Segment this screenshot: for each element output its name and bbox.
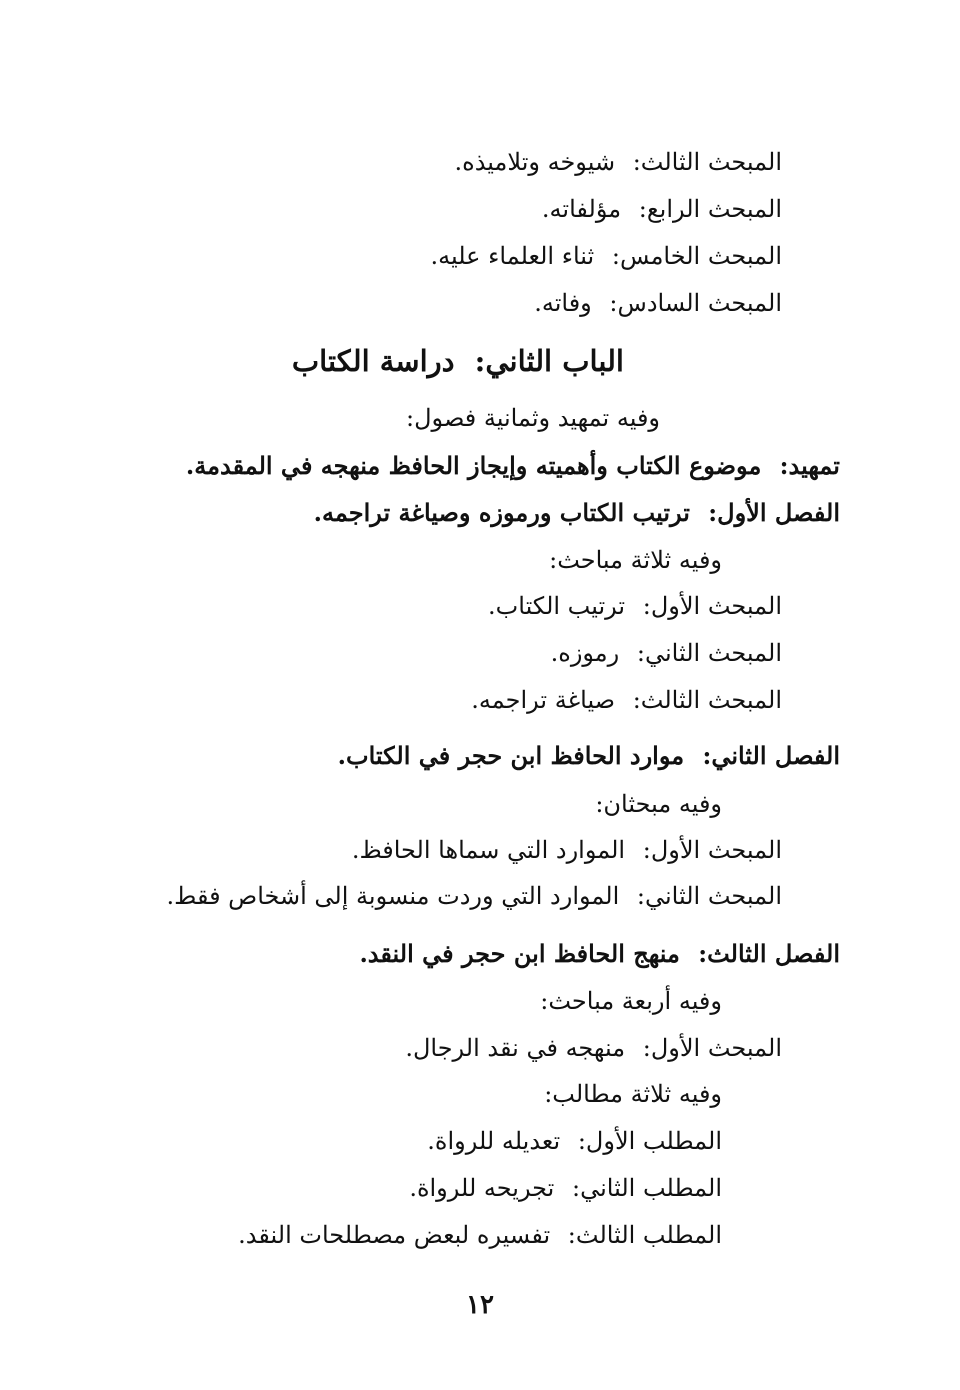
part-label: الباب الثاني xyxy=(485,344,624,378)
toc-text: رموزه. xyxy=(550,639,620,667)
toc-text: ترتيب الكتاب. xyxy=(488,592,626,620)
toc-text: ثناء العلماء عليه. xyxy=(430,242,595,270)
toc-label: المبحث الأول xyxy=(650,592,782,620)
toc-label: المبحث الرابع xyxy=(646,195,782,223)
toc-text: منهجه في نقد الرجال. xyxy=(405,1034,626,1062)
toc-text: مؤلفاته. xyxy=(541,195,622,223)
toc-line: المبحث الأول: ترتيب الكتاب. xyxy=(488,592,782,620)
intro-line xyxy=(406,402,660,434)
toc-text: الموارد التي وردت منسوبة إلى أشخاص فقط. xyxy=(166,882,620,910)
toc-label: المبحث السادس xyxy=(617,289,782,317)
toc-line: المبحث الثاني: رموزه. xyxy=(550,639,782,667)
toc-label: الفصل الثاني xyxy=(711,741,840,770)
page-number: ١٢ xyxy=(466,1290,494,1320)
part-title: دراسة الكتاب xyxy=(291,344,455,378)
toc-text: تعديله للرواة. xyxy=(427,1127,561,1155)
toc-text: وفاته. xyxy=(534,289,592,317)
part-heading: الباب الثاني: دراسة الكتاب xyxy=(291,344,624,378)
toc-label: المبحث الثاني xyxy=(644,882,782,910)
toc-label: المطلب الأول xyxy=(585,1127,722,1155)
intro-line xyxy=(595,788,722,820)
toc-label: تمهيد xyxy=(788,451,840,480)
intro-line xyxy=(549,544,722,576)
toc-line: المبحث الأول: منهجه في نقد الرجال. xyxy=(405,1034,782,1062)
intro-text: وفيه ثلاثة مطالب: xyxy=(544,1080,722,1108)
intro-text: وفيه تمهيد وثمانية فصول: xyxy=(406,404,660,432)
toc-text: تجريحه للرواة. xyxy=(409,1174,555,1202)
intro-text: وفيه ثلاثة مباحث: xyxy=(549,546,722,574)
toc-line: الفصل الثاني: موارد الحافظ ابن حجر في الكتاب. xyxy=(337,741,840,770)
intro-line xyxy=(544,1078,722,1110)
toc-line: المبحث الثالث: صياغة تراجمه. xyxy=(471,686,782,714)
toc-line: المبحث الرابع: مؤلفاته. xyxy=(541,195,782,223)
toc-text: صياغة تراجمه. xyxy=(471,686,616,714)
toc-line: تمهيد: موضوع الكتاب وأهميته وإيجاز الحافظ منهجه في المقدمة. xyxy=(185,451,840,480)
toc-line: الفصل الثالث: منهج الحافظ ابن حجر في النقد. xyxy=(359,939,840,968)
toc-label: المطلب الثاني xyxy=(580,1174,722,1202)
toc-label: الفصل الأول xyxy=(717,498,840,527)
toc-text: منهج الحافظ ابن حجر في النقد. xyxy=(359,939,680,968)
toc-label: المبحث الأول xyxy=(650,836,782,864)
toc-text: موارد الحافظ ابن حجر في الكتاب. xyxy=(337,741,685,770)
toc-label: المبحث الخامس xyxy=(619,242,782,270)
toc-line: المبحث الخامس: ثناء العلماء عليه. xyxy=(430,242,782,270)
toc-text: الموارد التي سماها الحافظ. xyxy=(351,836,626,864)
toc-label: المبحث الأول xyxy=(650,1034,782,1062)
toc-line: الفصل الأول: ترتيب الكتاب ورموزه وصياغة تراجمه. xyxy=(313,498,840,527)
toc-line: المبحث الأول: الموارد التي سماها الحافظ. xyxy=(351,836,782,864)
toc-label: المبحث الثالث xyxy=(640,148,782,176)
toc-line: المطلب الأول: تعديله للرواة. xyxy=(427,1127,722,1155)
toc-line: المطلب الثالث: تفسيره لبعض مصطلحات النقد. xyxy=(238,1221,722,1249)
intro-text: وفيه مبحثان: xyxy=(595,790,722,818)
toc-label: المبحث الثالث xyxy=(640,686,782,714)
toc-line: المبحث السادس: وفاته. xyxy=(534,289,782,317)
toc-line: المبحث الثاني: الموارد التي وردت منسوبة إلى أشخاص فقط. xyxy=(166,882,782,910)
intro-text: وفيه أربعة مباحث: xyxy=(540,987,722,1015)
toc-text: موضوع الكتاب وأهميته وإيجاز الحافظ منهجه في المقدمة. xyxy=(185,451,762,480)
toc-text: تفسيره لبعض مصطلحات النقد. xyxy=(238,1221,551,1249)
intro-line xyxy=(540,985,722,1017)
toc-label: المبحث الثاني xyxy=(644,639,782,667)
toc-text: شيوخه وتلاميذه. xyxy=(454,148,616,176)
toc-label: المطلب الثالث xyxy=(575,1221,722,1249)
toc-label: الفصل الثالث xyxy=(707,939,840,968)
toc-line: المطلب الثاني: تجريحه للرواة. xyxy=(409,1174,722,1202)
toc-text: ترتيب الكتاب ورموزه وصياغة تراجمه. xyxy=(313,498,690,527)
toc-line: المبحث الثالث: شيوخه وتلاميذه. xyxy=(454,148,782,176)
